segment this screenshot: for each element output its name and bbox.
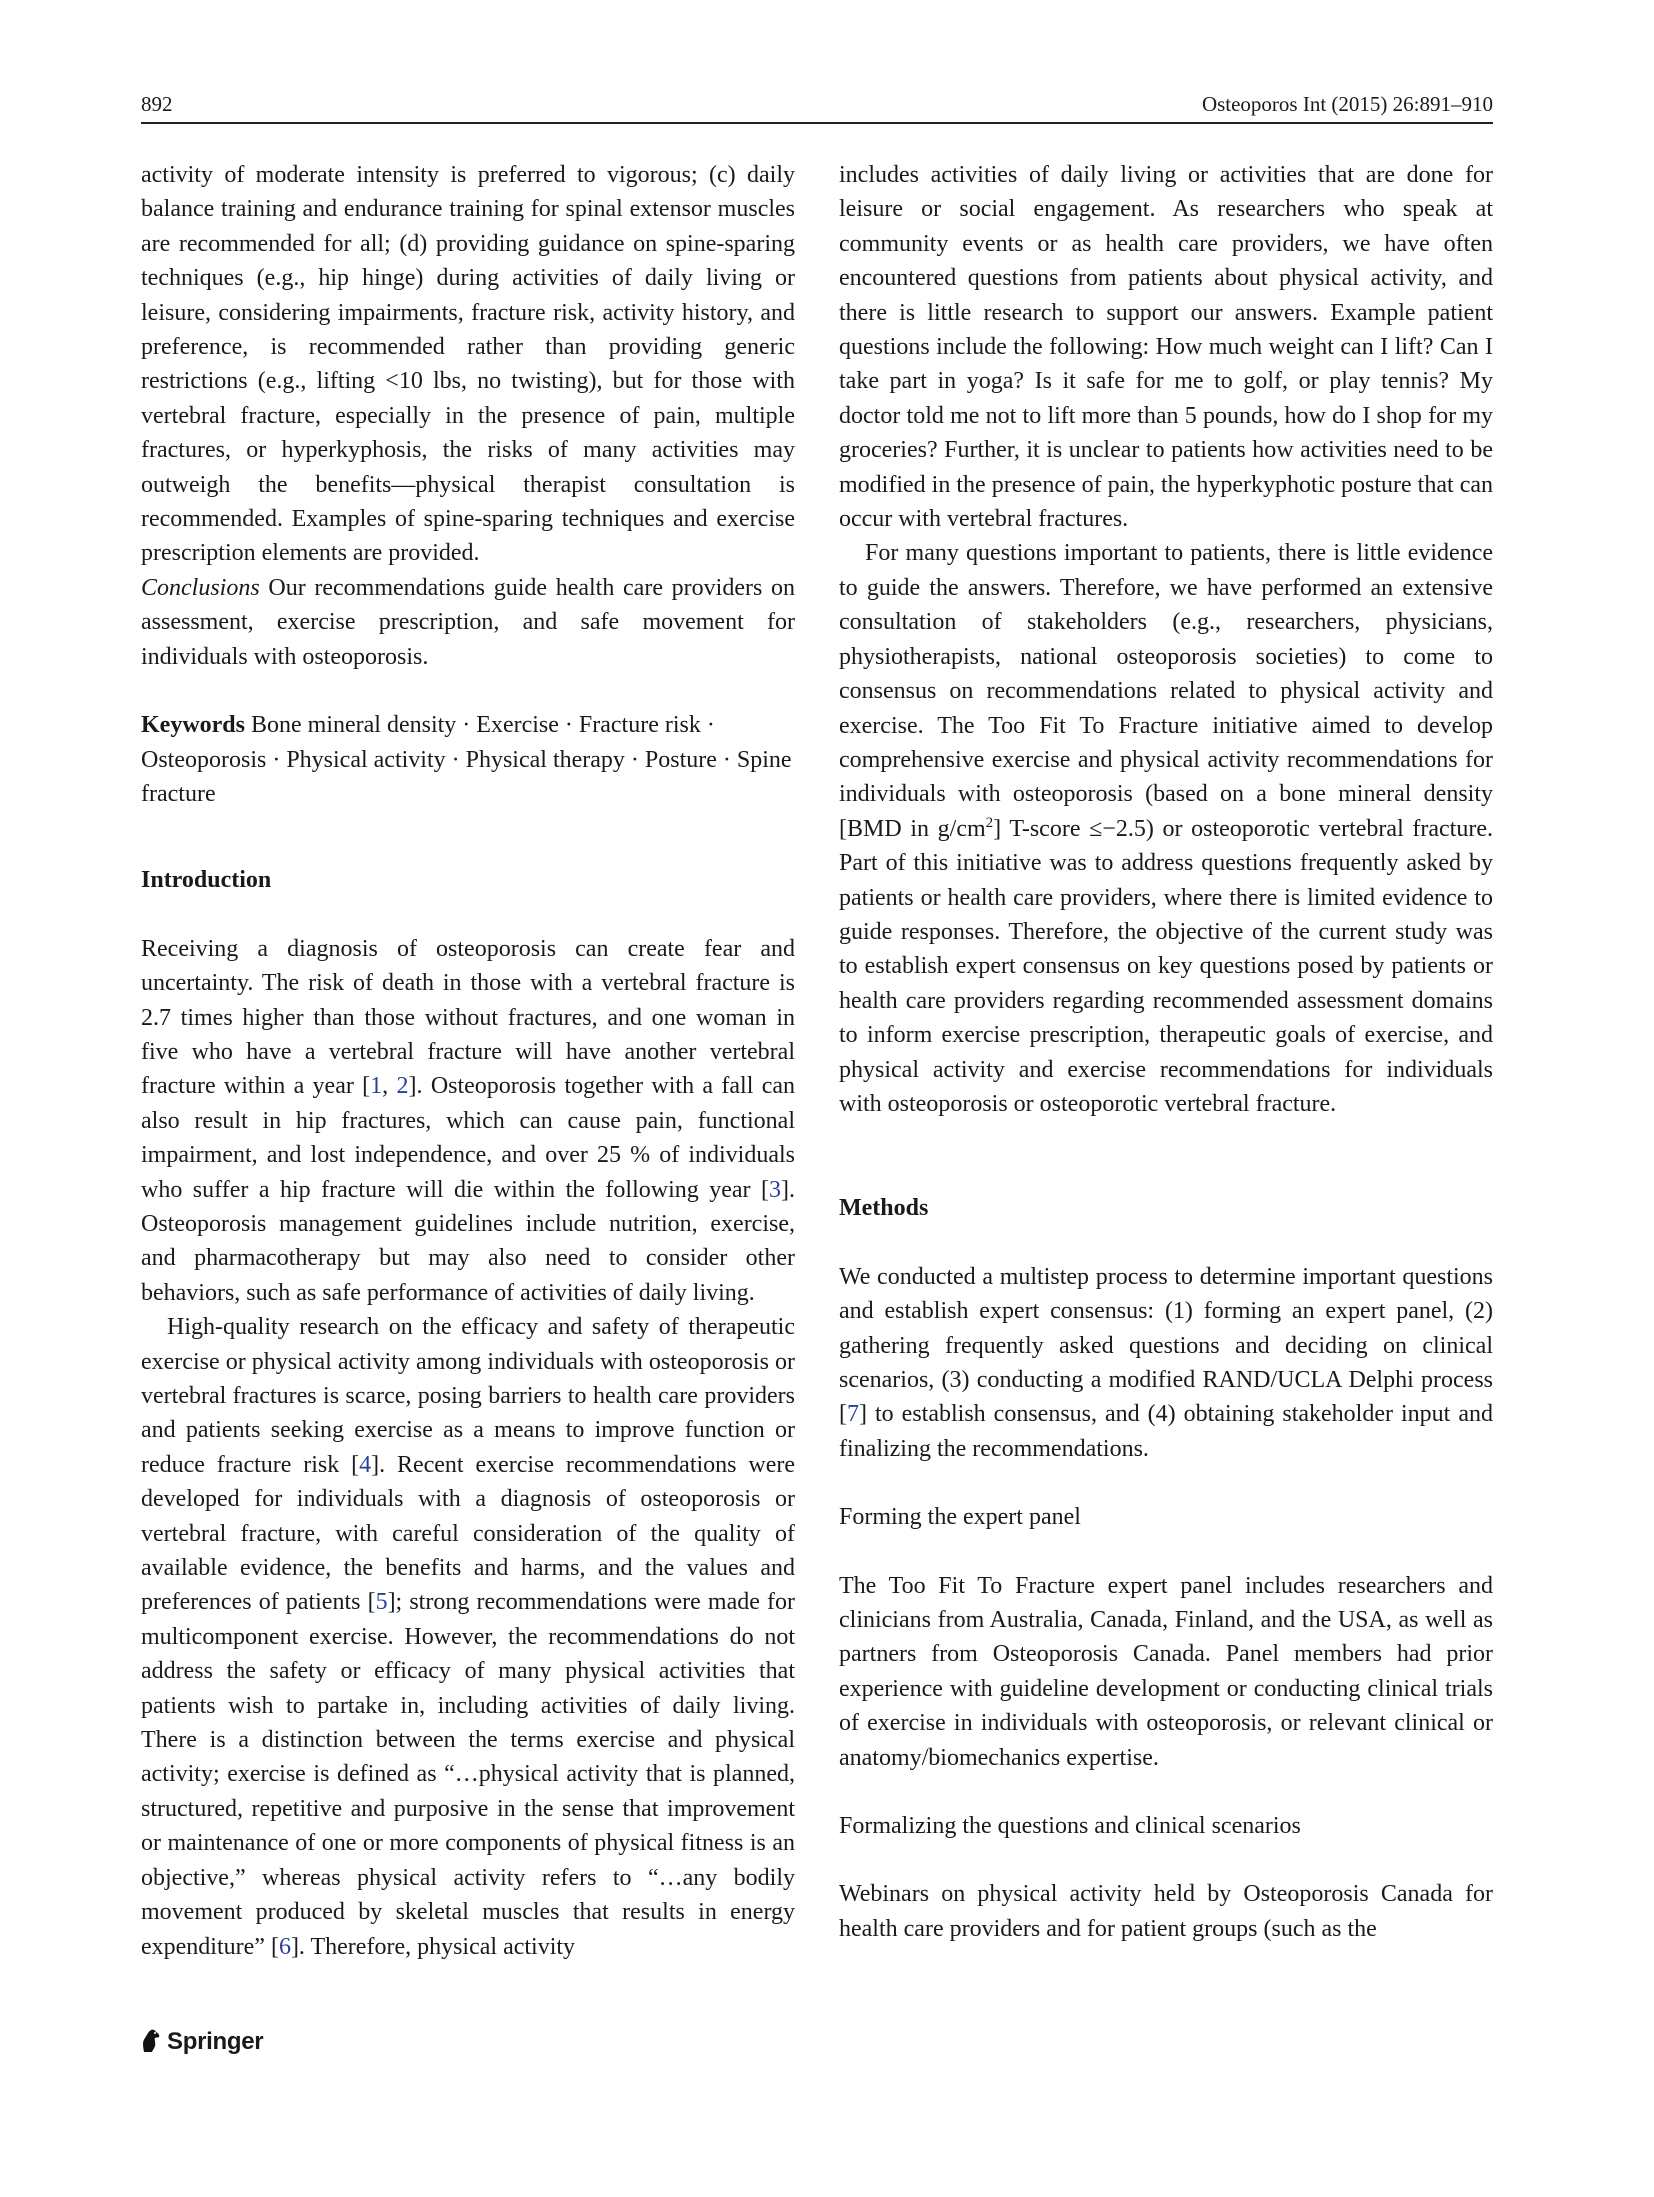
- subheading-questions-scenarios: Formalizing the questions and clinical scenarios: [839, 1813, 1301, 1840]
- introduction-paragraph-2-continued: includes activities of daily living or activities that are done for leisure or social engagement. As researchers who speak at community events or as health care providers, we have often encountered questions from patients about physical activity, and there is little research to support our answers. Example patient questions include the following: How much weight can I lift? Can I take part in yoga? Is it safe for me to golf, or play tennis? My doctor told me not to lift more than 5 pounds, how do I shop for my groceries? Further, it is unclear to patients how activities need to be modified in the presence of pain, the hyperkyphotic posture that can occur with vertebral fractures.: [839, 162, 1493, 533]
- citation-link[interactable]: 2: [396, 1073, 409, 1100]
- conclusions-text: Our recommendations guide health care providers on assessment, exercise prescription, and safe movement for individuals with osteoporosis.: [141, 574, 795, 670]
- keywords: [141, 708, 795, 811]
- introduction-heading: Introduction: [141, 867, 272, 894]
- citation-link[interactable]: 7: [847, 1401, 859, 1428]
- running-header: [141, 88, 1493, 124]
- keywords-text: Bone mineral density · Exercise · Fracture risk · Osteoporosis · Physical activity · Physical therapy · Posture · Spine fracture: [141, 712, 792, 807]
- questions-scenarios-paragraph: Webinars on physical activity held by Osteoporosis Canada for health care providers and for patient groups (such as the: [839, 1881, 1493, 1942]
- journal-reference: Osteoporos Int (2015) 26:891–910: [1201, 92, 1493, 116]
- expert-panel-paragraph: The Too Fit To Fracture expert panel includes researchers and clinicians from Australia, Canada, Finland, and the USA, as well as partners from Osteoporosis Canada. Panel members had prior experience with guideline development or conducting clinical trials of exercise in individuals with osteoporosis, or relevant clinical or anatomy/biomechanics expertise.: [839, 1572, 1493, 1771]
- introduction-paragraph-2: High-quality research on the efficacy and safety of therapeutic exercise or physical activity among individuals with osteoporosis or vertebral fractures is scarce, posing barriers to health care providers and patients seeking exercise as a means to improve function or reduce fracture risk [4]. Recent exercise recommendations were developed for individuals with a diagnosis of osteoporosis or vertebral fracture, with careful consideration of the quality of available evidence, the benefits and harms, and the values and preferences of patients [5]; strong recommendations were made for multicomponent exercise. However, the recommendations do not address the safety or efficacy of many physical activities that patients wish to partake in, including activities of daily living. There is a distinction between the terms exercise and physical activity; exercise is defined as “…physical activity that is planned, structured, repetitive and purposive in the sense that improvement or maintenance of one or more components of physical fitness is an objective,” whereas physical activity refers to “…any bodily movement produced by skeletal muscles that results in energy expenditure” [6]. Therefore, physical activity: [141, 1314, 795, 1960]
- abstract-conclusions: [141, 571, 795, 674]
- methods-heading: Methods: [839, 1195, 929, 1222]
- right-column: [839, 158, 1493, 1946]
- introduction-paragraph-3: For many questions important to patients, there is little evidence to guide the answers. Therefore, we have performed an extensive consultation of stakeholders (e.g., researchers, physicians, physiotherapists, national osteoporosis societies) to come to consensus on recommendations related to physical activity and exercise. The Too Fit To Fracture initiative aimed to develop comprehensive exercise and physical activity recommendations for individuals with osteoporosis (based on a bone mineral density [BMD in $g/cm^2$] T-score ≤−2.5) or osteoporotic vertebral fracture. Part of this initiative was to address questions frequently asked by patients or health care providers, where there is limited evidence to guide responses. Therefore, the objective of the current study was to establish expert consensus on key questions posed by patients or health care providers regarding recommended assessment domains to inform exercise prescription, therapeutic goals of exercise, and physical activity and exercise recommendations for individuals with osteoporosis or osteoporotic vertebral fracture.: [839, 540, 1493, 1117]
- publisher-footer: [138, 2028, 263, 2061]
- page-number: 892: [141, 92, 173, 116]
- methods-paragraph: We conducted a multistep process to determine important questions and establish expert consensus: (1) forming an expert panel, (2) gathering frequently asked questions and deciding on clinical scenarios, (3) conducting a modified RAND/UCLA Delphi process [7] to establish consensus, and (4) obtaining stakeholder input and finalizing the recommendations.: [839, 1263, 1493, 1462]
- citation-link[interactable]: 5: [375, 1589, 388, 1616]
- keywords-label: Keywords: [141, 712, 245, 739]
- subheading-expert-panel: Forming the expert panel: [839, 1504, 1081, 1531]
- abstract-results-continued: activity of moderate intensity is preferred to vigorous; (c) daily balance training and endurance training for spinal extensor muscles are recommended for all; (d) providing guidance on spine-sparing techniques (e.g., hip hinge) during activities of daily living or leisure, considering impairments, fracture risk, activity history, and preference, is recommended rather than providing generic restrictions (e.g., lifting <10 lbs, no twisting), but for those with vertebral fracture, especially in the presence of pain, multiple fractures, or hyperkyphosis, the risks of many activities may outweigh the benefits—physical therapist consultation is recommended. Examples of spine-sparing techniques and exercise prescription elements are provided.: [141, 162, 795, 567]
- citation-link[interactable]: 3: [769, 1176, 781, 1203]
- left-column: [141, 158, 795, 1964]
- citation-link[interactable]: 4: [359, 1451, 372, 1478]
- conclusions-label: Conclusions: [141, 574, 260, 601]
- introduction-paragraph-1: Receiving a diagnosis of osteoporosis can create fear and uncertainty. The risk of death in those with a vertebral fracture is 2.7 times higher than those without fractures, and one woman in five who have a vertebral fracture will have another vertebral fracture within a year [1, 2]. Osteoporosis together with a fall can also result in hip fractures, which can cause pain, functional impairment, and lost independence, and over 25 % of individuals who suffer a hip fracture will die within the following year [3]. Osteoporosis management guidelines include nutrition, exercise, and pharmacotherapy but may also need to consider other behaviors, such as safe performance of activities of daily living.: [141, 935, 795, 1306]
- springer-horse-logo-icon: [138, 2028, 162, 2061]
- citation-link[interactable]: 6: [278, 1933, 291, 1960]
- publisher-name: Springer: [167, 2028, 264, 2055]
- citation-link[interactable]: 1: [370, 1073, 383, 1100]
- superscript: 2: [985, 814, 994, 831]
